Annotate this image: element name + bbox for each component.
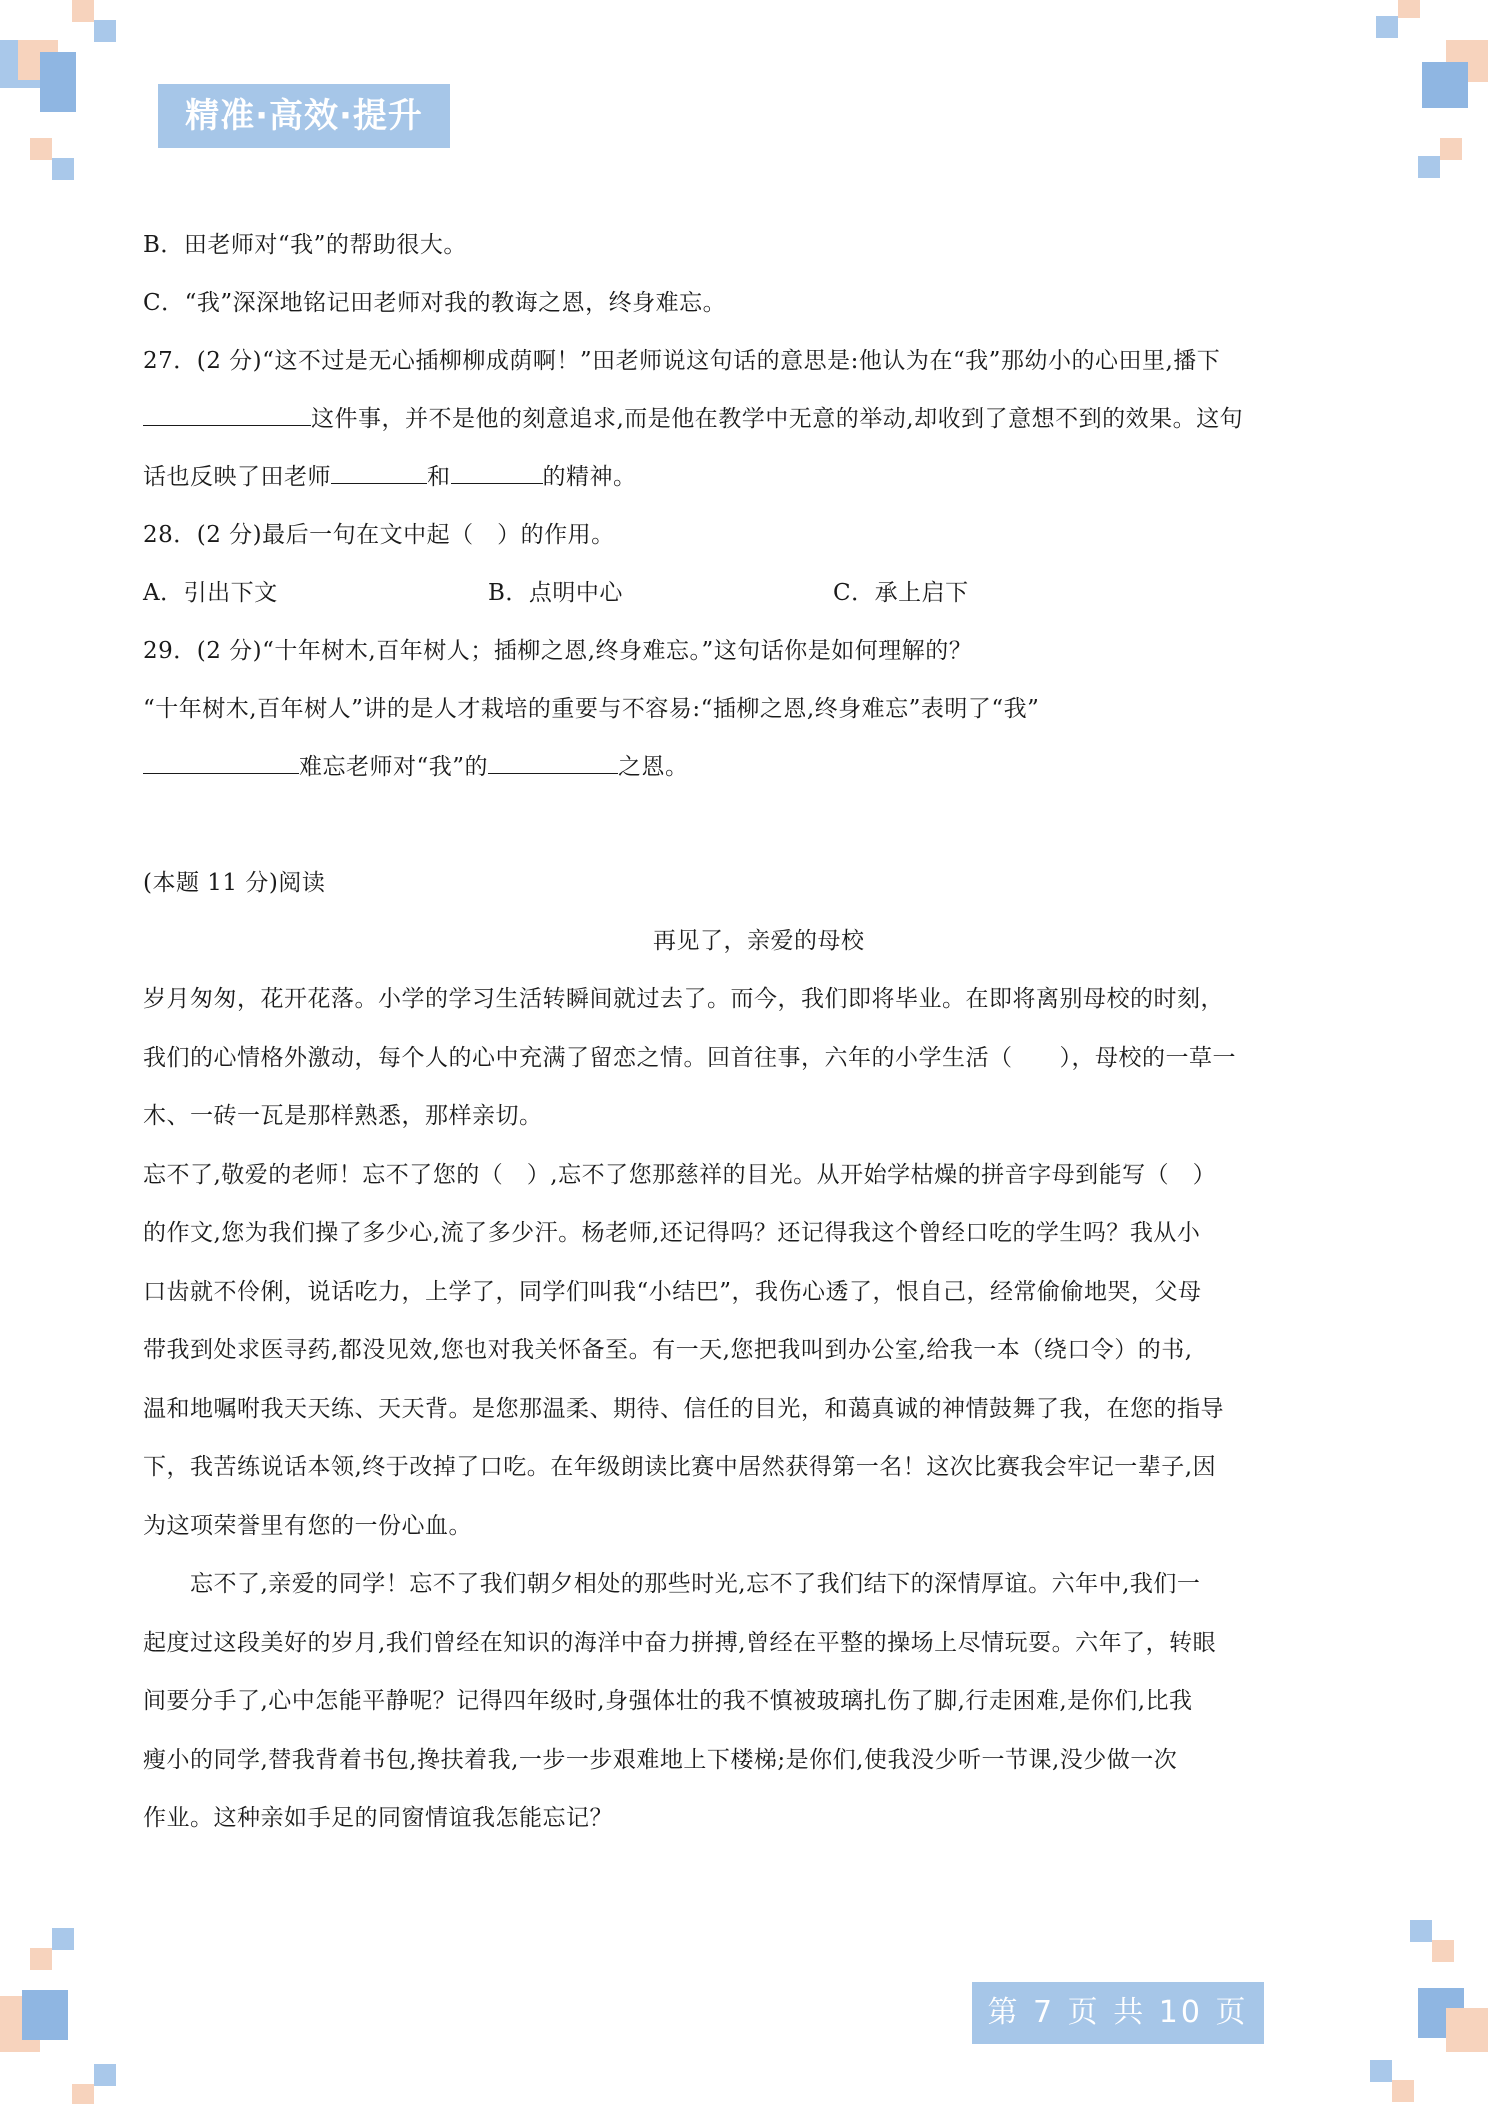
decor-square	[1392, 2080, 1414, 2102]
q28-stem: 28．(2 分)最后一句在文中起（ ）的作用。	[143, 522, 615, 548]
decor-square	[30, 1948, 52, 1970]
decor-square	[1376, 16, 1398, 38]
reading-line: 瘦小的同学,替我背着书包,搀扶着我,一步一步艰难地上下楼梯;是你们,使我没少听一节课,没少做一次	[143, 1746, 1178, 1773]
decor-square	[1418, 156, 1440, 178]
header-banner: 精准·高效·提升	[158, 84, 450, 148]
q28-option-a: A．引出下文	[143, 580, 278, 606]
answer-blank[interactable]	[143, 403, 311, 426]
decor-square	[1398, 0, 1420, 18]
decor-square	[94, 2064, 116, 2086]
q29-line3-text-a: 难忘老师对“我”的	[299, 754, 489, 780]
q28-option-c: C．承上启下	[833, 580, 969, 606]
answer-blank[interactable]	[331, 461, 427, 484]
reading-line: 温和地嘱咐我天天练、天天背。是您那温柔、期待、信任的目光，和蔼真诚的神情鼓舞了我，在您的指导	[143, 1395, 1224, 1422]
q29-stem: 29．(2 分)“十年树木,百年树人；插柳之恩,终身难忘。”这句话你是如何理解的？	[143, 638, 973, 664]
reading-line: 口齿就不伶俐，说话吃力，上学了，同学们叫我“小结巴”，我伤心透了，恨自己，经常偷偷地哭，父母	[143, 1278, 1202, 1305]
decor-square	[1370, 2060, 1392, 2082]
decor-square	[94, 20, 116, 42]
reading-line: 我们的心情格外激动，每个人的心中充满了留恋之情。回首往事，六年的小学生活（ ），母校的一草一	[143, 1044, 1236, 1071]
reading-line: 间要分手了,心中怎能平静呢？记得四年级时,身强体壮的我不慎被玻璃扎伤了脚,行走困难,是你们,比我	[143, 1688, 1193, 1714]
reading-line: 为这项荣誉里有您的一份心血。	[143, 1512, 472, 1539]
reading-line: 作业。这种亲如手足的同窗情谊我怎能忘记？	[143, 1805, 613, 1831]
answer-blank[interactable]	[143, 751, 299, 774]
reading-line: 下，我苦练说话本领,终于改掉了口吃。在年级朗读比赛中居然获得第一名！这次比赛我会牢记一辈子,因	[143, 1454, 1217, 1480]
q29-line2: “十年树木,百年树人”讲的是人才栽培的重要与不容易:“插柳之恩,终身难忘”表明了“我”	[143, 696, 1040, 722]
answer-blank[interactable]	[488, 751, 618, 774]
page-number: 第 7 页 共 10 页	[972, 1982, 1264, 2044]
decor-square	[1422, 62, 1468, 108]
q27-line2-text: 这件事，并不是他的刻意追求,而是他在教学中无意的举动,却收到了意想不到的效果。这句	[311, 406, 1244, 432]
decor-square	[40, 52, 76, 112]
q26-option-b: B．田老师对“我”的帮助很大。	[143, 232, 467, 258]
decor-square	[72, 2084, 94, 2104]
q27-line2	[143, 402, 1243, 436]
q26-option-c: C．“我”深深地铭记田老师对我的教诲之恩，终身难忘。	[143, 290, 727, 316]
answer-blank[interactable]	[451, 461, 543, 484]
decor-square	[72, 0, 94, 22]
decor-square	[1432, 1940, 1454, 1962]
q27-line3	[143, 460, 637, 494]
reading-line: 岁月匆匆，花开花落。小学的学习生活转瞬间就过去了。而今，我们即将毕业。在即将离别母校的时刻，	[143, 986, 1224, 1012]
q27-line3-text-a: 话也反映了田老师	[143, 464, 331, 490]
reading-title: 再见了，亲爱的母校	[653, 928, 865, 954]
reading-line: 的作文,您为我们操了多少心,流了多少汗。杨老师,还记得吗？还记得我这个曾经口吃的学生吗？我从小	[143, 1220, 1201, 1246]
q28-option-b: B．点明中心	[488, 580, 623, 606]
decor-square	[1440, 138, 1462, 160]
reading-line: 带我到处求医寻药,都没见效,您也对我关怀备至。有一天,您把我叫到办公室,给我一本（绕口令）的书,	[143, 1337, 1193, 1363]
q29-line3	[143, 750, 689, 784]
q27-line3-text-b: 和	[427, 464, 451, 490]
q27-line3-text-c: 的精神。	[542, 464, 637, 490]
reading-line: 忘不了,亲爱的同学！忘不了我们朝夕相处的那些时光,忘不了我们结下的深情厚谊。六年中,我们一	[143, 1571, 1201, 1597]
decor-square	[52, 158, 74, 180]
decor-square	[30, 138, 52, 160]
q28-options	[143, 576, 969, 610]
decor-square	[1410, 1920, 1432, 1942]
reading-intro: (本题 11 分)阅读	[143, 870, 326, 896]
q27-stem: 27．(2 分)“这不过是无心插柳柳成荫啊！”田老师说这句话的意思是:他认为在“我”那幼小的心田里,播下	[143, 348, 1221, 374]
reading-line: 忘不了,敬爱的老师！忘不了您的（ ）,忘不了您那慈祥的目光。从开始学枯燥的拼音字母到能写（ ）	[143, 1161, 1217, 1188]
decor-square	[52, 1928, 74, 1950]
decor-square	[22, 1990, 68, 2040]
q29-line3-text-b: 之恩。	[618, 754, 689, 780]
decor-square	[1446, 2008, 1488, 2052]
reading-line: 起度过这段美好的岁月,我们曾经在知识的海洋中奋力拼搏,曾经在平整的操场上尽情玩耍。六年了，转眼	[143, 1629, 1217, 1656]
reading-line: 木、一砖一瓦是那样熟悉，那样亲切。	[143, 1103, 543, 1129]
